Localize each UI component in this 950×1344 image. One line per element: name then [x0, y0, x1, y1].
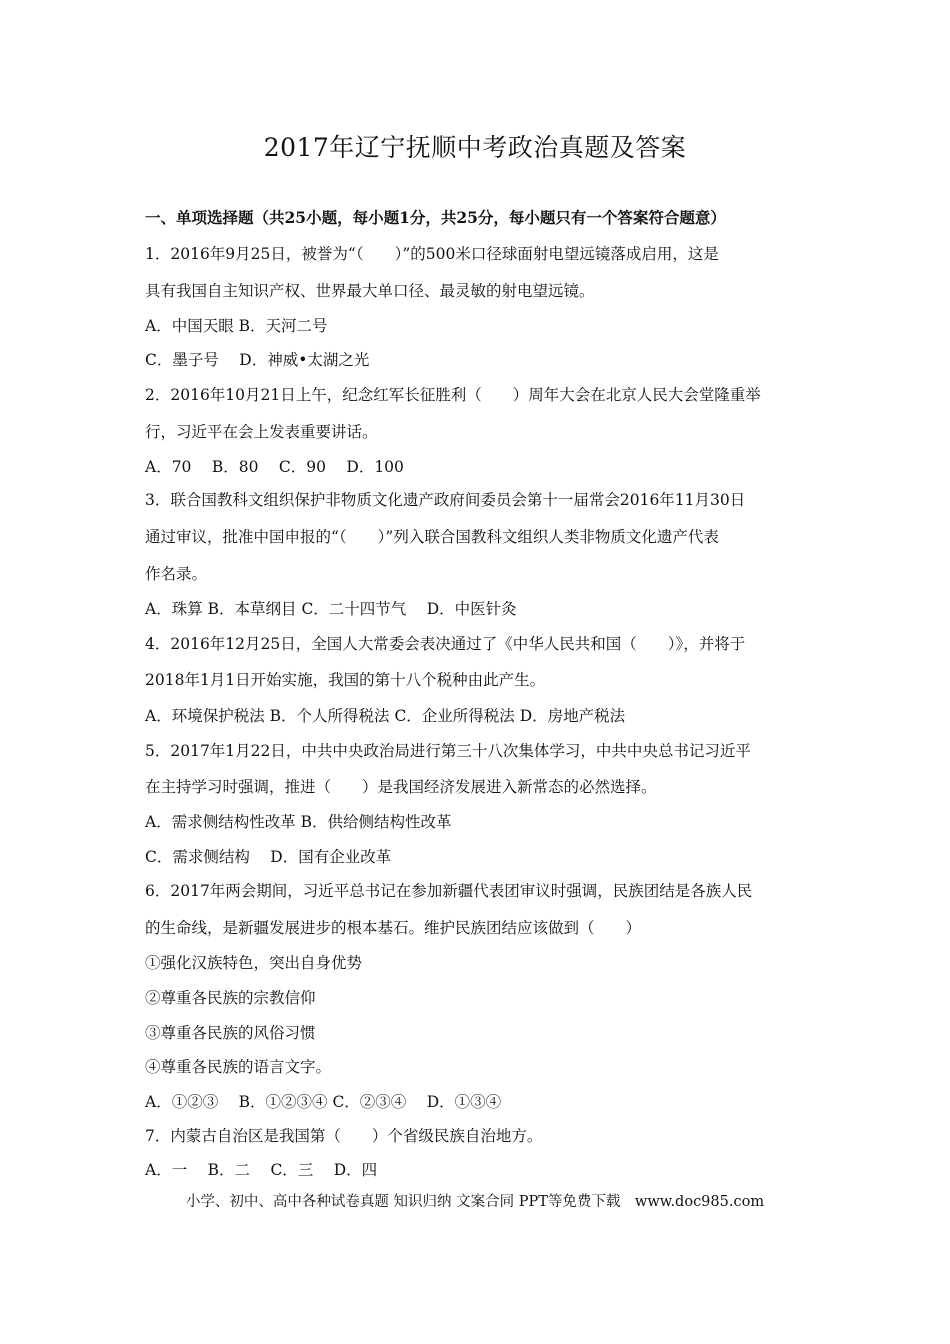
text-line: 2．2016年10月21日上午，纪念红军长征胜利（ ）周年大会在北京人民大会堂隆重举	[145, 386, 761, 404]
option-line: A．需求侧结构性改革 B．供给侧结构性改革	[145, 813, 452, 831]
text-line: 1．2016年9月25日，被誉为“（ ）”的500米口径球面射电望远镜落成启用，这是	[145, 245, 719, 263]
statement-line: ③尊重各民族的风俗习惯	[145, 1024, 316, 1042]
option-line: C．墨子号 D．神威•太湖之光	[145, 351, 370, 369]
text-line: 在主持学习时强调，推进（ ）是我国经济发展进入新常态的必然选择。	[145, 778, 657, 796]
text-line: 行，习近平在会上发表重要讲话。	[145, 423, 378, 441]
footer-text: 小学、初中、高中各种试卷真题 知识归纳 文案合同 PPT等免费下载 www.doc985.com	[185, 1194, 765, 1210]
text-line: 2018年1月1日开始实施，我国的第十八个税种由此产生。	[145, 671, 546, 689]
option-line: A．70 B．80 C．90 D．100	[145, 458, 404, 476]
text-line: 4．2016年12月25日，全国人大常委会表决通过了《中华人民共和国（ ）》，并将于	[145, 635, 746, 653]
text-line: 3．联合国教科文组织保护非物质文化遗产政府间委员会第十一届常会2016年11月30日	[145, 491, 746, 509]
option-line: C．需求侧结构 D．国有企业改革	[145, 848, 392, 866]
option-line: A．一 B．二 C．三 D．四	[145, 1161, 378, 1179]
statement-line: ④尊重各民族的语言文字。	[145, 1058, 332, 1076]
option-line: A．①②③ B．①②③④ C．②③④ D．①③④	[145, 1093, 502, 1111]
text-line: 的生命线，是新疆发展进步的根本基石。维护民族团结应该做到（ ）	[145, 919, 642, 937]
text-line: 具有我国自主知识产权、世界最大单口径、最灵敏的射电望远镜。	[145, 282, 595, 300]
document-title: 2017年辽宁抚顺中考政治真题及答案	[263, 133, 687, 162]
text-line: 通过审议，批准中国申报的“（ ）”列入联合国教科文组织人类非物质文化遗产代表	[145, 528, 719, 546]
text-line: 7．内蒙古自治区是我国第（ ）个省级民族自治地方。	[145, 1127, 543, 1145]
text-line: 5．2017年1月22日，中共中央政治局进行第三十八次集体学习，中共中央总书记习近平	[145, 742, 751, 760]
option-line: A．中国天眼 B．天河二号	[145, 317, 328, 335]
section-header: 一、单项选择题（共25小题，每小题1分，共25分，每小题只有一个答案符合题意）	[145, 208, 726, 227]
statement-line: ①强化汉族特色，突出自身优势	[145, 954, 363, 972]
statement-line: ②尊重各民族的宗教信仰	[145, 989, 316, 1007]
text-line: 作名录。	[145, 565, 208, 583]
option-line: A．珠算 B．本草纲目 C．二十四节气 D．中医针灸	[145, 600, 517, 618]
option-line: A．环境保护税法 B．个人所得税法 C．企业所得税法 D．房地产税法	[145, 707, 626, 725]
text-line: 6．2017年两会期间，习近平总书记在参加新疆代表团审议时强调，民族团结是各族人民	[145, 882, 753, 900]
